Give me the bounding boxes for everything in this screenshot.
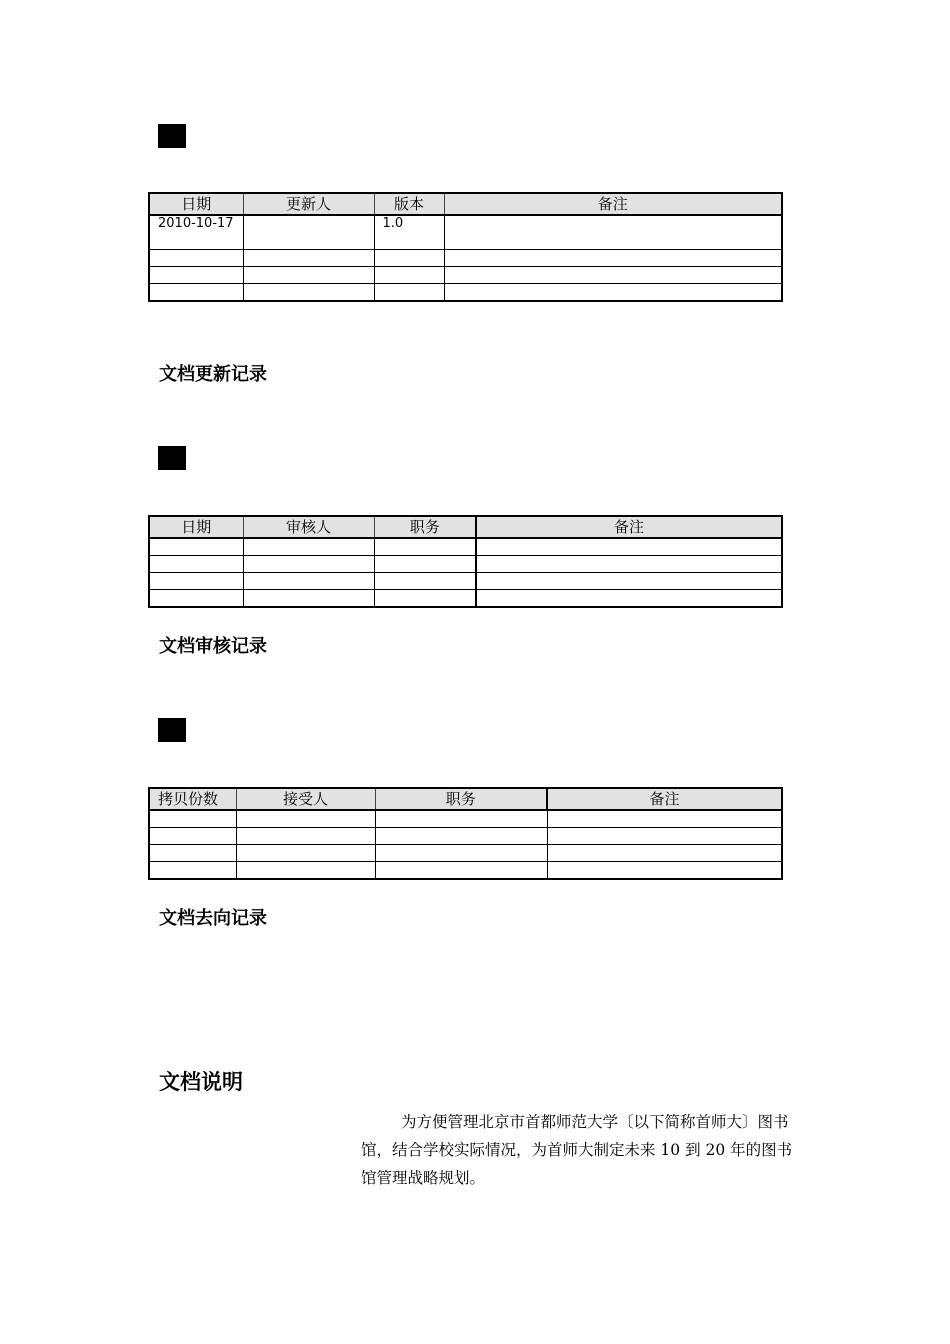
table-row xyxy=(149,250,782,267)
cell-recipient xyxy=(236,845,375,862)
table-header-row xyxy=(149,193,782,215)
cell-date xyxy=(149,267,243,284)
header-remarks: 备注 xyxy=(547,788,782,810)
cell-version xyxy=(374,267,444,284)
update-record-table xyxy=(148,192,783,302)
cell-updater xyxy=(243,284,374,302)
cell-position xyxy=(374,538,476,556)
cell-date xyxy=(149,573,243,590)
header-position: 职务 xyxy=(375,788,547,810)
document-description-title: 文档说明 xyxy=(159,1070,243,1094)
review-record-caption: 文档审核记录 xyxy=(159,636,267,657)
table-row xyxy=(149,284,782,302)
cell-reviewer xyxy=(243,590,374,608)
cell-copies xyxy=(149,862,236,880)
table-row xyxy=(149,215,782,250)
cell-remarks xyxy=(476,590,782,608)
header-date: 日期 xyxy=(149,193,243,215)
table-row xyxy=(149,538,782,556)
cell-reviewer xyxy=(243,538,374,556)
cell-remarks xyxy=(547,862,782,880)
header-date: 日期 xyxy=(149,516,243,538)
cell-version: 1.0 xyxy=(374,215,444,250)
update-record-caption: 文档更新记录 xyxy=(159,364,267,385)
cell-date: 2010-10-17 xyxy=(149,215,243,250)
document-description-text: 为方便管理北京市首都师范大学〔以下简称首师大〕图书馆，结合学校实际情况，为首师大制定未来 10 到 20 年的图书馆管理战略规划。 xyxy=(361,1113,793,1187)
review-record-table xyxy=(148,515,783,608)
table-row xyxy=(149,810,782,828)
cell-remarks xyxy=(547,810,782,828)
cell-recipient xyxy=(236,810,375,828)
cell-position xyxy=(375,845,547,862)
cell-remarks xyxy=(444,250,782,267)
header-reviewer: 审核人 xyxy=(243,516,374,538)
cell-position xyxy=(375,862,547,880)
cell-copies xyxy=(149,810,236,828)
distribution-record-table xyxy=(148,787,783,880)
cell-date xyxy=(149,284,243,302)
table-row xyxy=(149,590,782,608)
cell-version xyxy=(374,284,444,302)
cell-updater xyxy=(243,267,374,284)
cell-position xyxy=(375,810,547,828)
cell-position xyxy=(375,828,547,845)
cell-recipient xyxy=(236,862,375,880)
table-row xyxy=(149,267,782,284)
cell-remarks xyxy=(547,828,782,845)
header-position: 职务 xyxy=(374,516,476,538)
cell-updater xyxy=(243,215,374,250)
table-row xyxy=(149,845,782,862)
cell-remarks xyxy=(476,573,782,590)
header-remarks: 备注 xyxy=(444,193,782,215)
cell-date xyxy=(149,556,243,573)
header-recipient: 接受人 xyxy=(236,788,375,810)
table-row xyxy=(149,556,782,573)
cell-position xyxy=(374,590,476,608)
cell-remarks xyxy=(444,284,782,302)
cell-date xyxy=(149,590,243,608)
cell-remarks xyxy=(476,556,782,573)
cell-remarks xyxy=(547,845,782,862)
table-row xyxy=(149,573,782,590)
cell-copies xyxy=(149,845,236,862)
table-row xyxy=(149,862,782,880)
cell-reviewer xyxy=(243,556,374,573)
header-remarks: 备注 xyxy=(476,516,782,538)
cell-reviewer xyxy=(243,573,374,590)
cell-date xyxy=(149,250,243,267)
section-marker-block xyxy=(158,718,186,742)
cell-remarks xyxy=(476,538,782,556)
cell-copies xyxy=(149,828,236,845)
section-marker-block xyxy=(158,124,186,148)
cell-remarks xyxy=(444,215,782,250)
table-row xyxy=(149,828,782,845)
header-updater: 更新人 xyxy=(243,193,374,215)
cell-remarks xyxy=(444,267,782,284)
header-version: 版本 xyxy=(374,193,444,215)
table-header-row xyxy=(149,516,782,538)
cell-recipient xyxy=(236,828,375,845)
header-copies: 拷贝份数 xyxy=(149,788,236,810)
cell-date xyxy=(149,538,243,556)
cell-position xyxy=(374,573,476,590)
cell-position xyxy=(374,556,476,573)
table-header-row xyxy=(149,788,782,810)
section-marker-block xyxy=(158,446,186,470)
cell-updater xyxy=(243,250,374,267)
cell-version xyxy=(374,250,444,267)
distribution-record-caption: 文档去向记录 xyxy=(159,908,267,929)
